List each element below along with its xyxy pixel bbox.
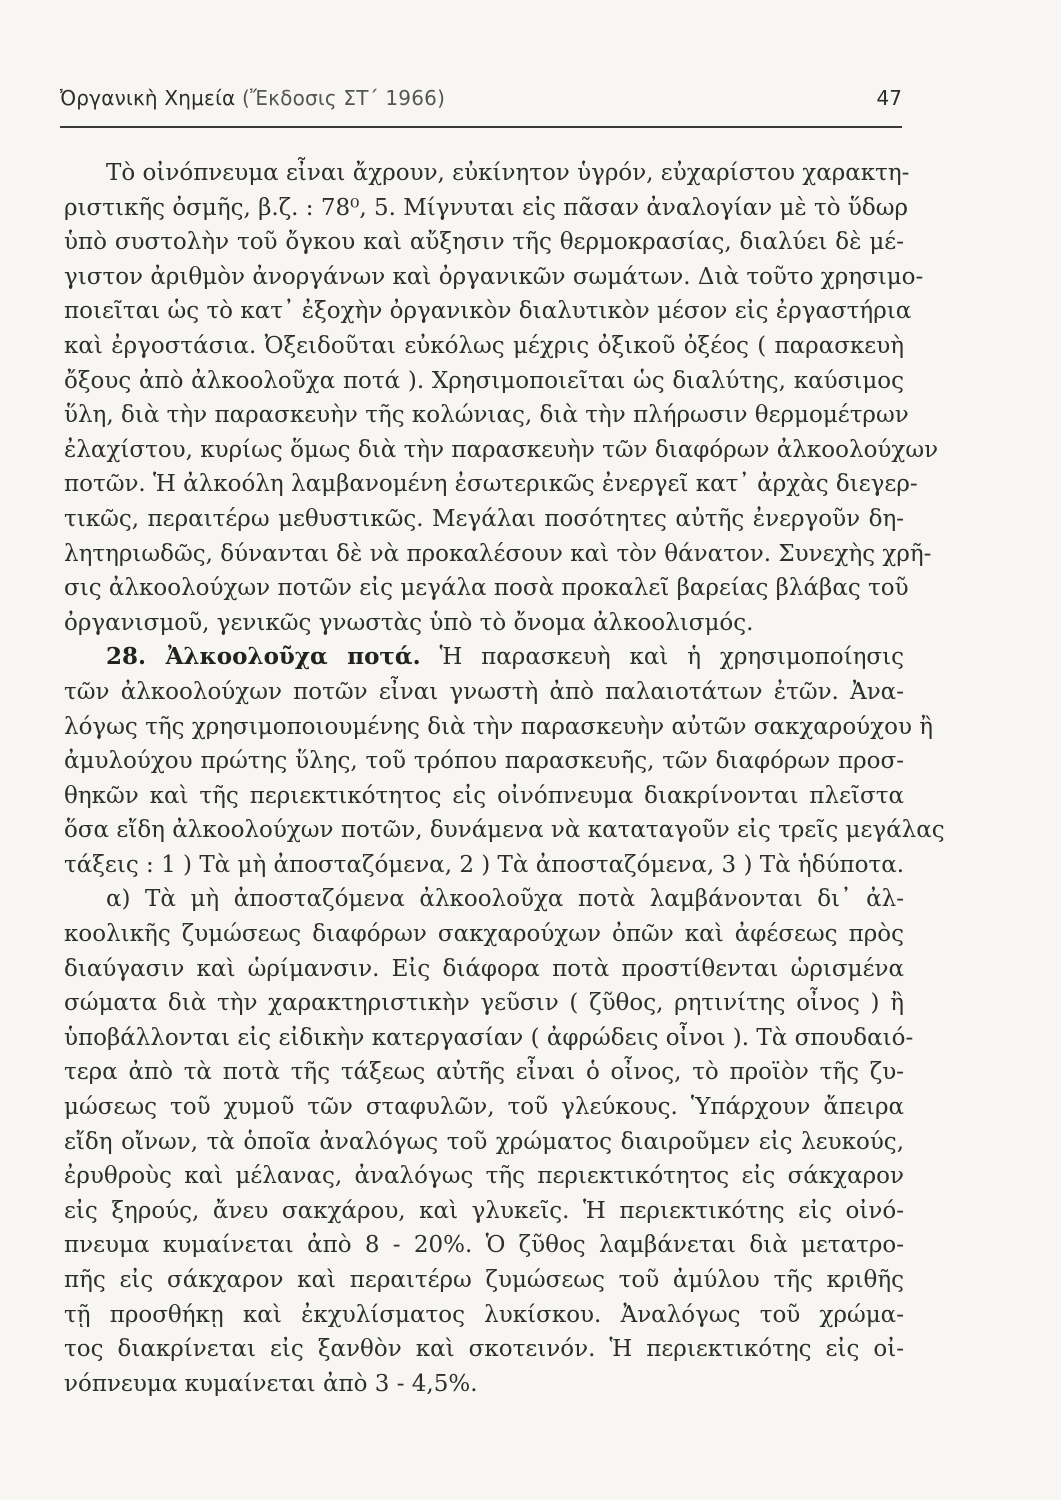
text-line: ποιεῖται ὡς τὸ κατ᾽ ἐξοχὴν ὀργανικὸν διαλυτικὸν μέσον εἰς ἐργαστήρια	[64, 298, 912, 325]
text-line: τικῶς, περαιτέρω μεθυστικῶς. Μεγάλαι ποσότητες αὐτῆς ἐνεργοῦν δη-	[64, 505, 904, 532]
edition-note: (Ἔκδοσις ΣΤ΄ 1966)	[241, 86, 446, 110]
section-first-line-text: Ἡ παρασκευὴ καὶ ἡ χρησιμοποίησις	[439, 644, 904, 671]
text-line: εἰς ξηρούς, ἄνευ σακχάρου, καὶ γλυκεῖς. Ἡ περιεκτικότης εἰς οἰνό-	[64, 1197, 904, 1224]
text-line: σώματα διὰ τὴν χαρακτηριστικὴν γεῦσιν ( ζῦθος, ρητινίτης οἶνος ) ἢ	[64, 990, 904, 1017]
text-line: ἐλαχίστου, κυρίως ὅμως διὰ τὴν παρασκευὴν τῶν διαφόρων ἀλκοολούχων	[64, 436, 939, 463]
text-line: τερα ἀπὸ τὰ ποτὰ τῆς τάξεως αὐτῆς εἶναι ὁ οἶνος, τὸ προϊὸν τῆς ζυ-	[64, 1059, 904, 1086]
text-line: λόγως τῆς χρησιμοποιουμένης διὰ τὴν παρασκευὴν αὐτῶν σακχαρούχου ἢ	[64, 713, 934, 740]
text-line: ὄξους ἀπὸ ἀλκοολοῦχα ποτά ). Χρησιμοποιεῖται ὡς διαλύτης, καύσιμος	[64, 367, 904, 394]
text-line: τος διακρίνεται εἰς ξανθὸν καὶ σκοτεινόν. Ἡ περιεκτικότης εἰς οἰ-	[64, 1336, 904, 1363]
text-line: τάξεις : 1 ) Τὰ μὴ ἀποσταζόμενα, 2 ) Τὰ ἀποσταζόμενα, 3 ) Τὰ ἡδύποτα.	[64, 851, 905, 878]
section-heading: 28. Ἀλκοολοῦχα ποτά.	[106, 643, 421, 671]
text-line: ὀργανισμοῦ, γενικῶς γνωστὰς ὑπὸ τὸ ὄνομα ἀλκοολισμός.	[64, 609, 754, 636]
text-line: ὕλη, διὰ τὴν παρασκευὴν τῆς κολώνιας, διὰ τὴν πλήρωσιν θερμομέτρων	[64, 402, 909, 429]
text-line: τῇ προσθήκῃ καὶ ἐκχυλίσματος λυκίσκου. Ἀναλόγως τοῦ χρώμα-	[64, 1301, 904, 1328]
page-number: 47	[876, 86, 902, 110]
body-text	[64, 156, 945, 1401]
book-title	[60, 86, 445, 110]
text-line: πῆς εἰς σάκχαρον καὶ περαιτέρω ζυμώσεως τοῦ ἀμύλου τῆς κριθῆς	[64, 1267, 904, 1293]
text-line: εἴδη οἴνων, τὰ ὁποῖα ἀναλόγως τοῦ χρώματος διαιροῦμεν εἰς λευκούς,	[64, 1128, 904, 1155]
text-line: ἐρυθροὺς καὶ μέλανας, ἀναλόγως τῆς περιεκτικότητος εἰς σάκχαρον	[64, 1163, 904, 1190]
text-line: ὑπὸ συστολὴν τοῦ ὄγκου καὶ αὔξησιν τῆς θερμοκρασίας, διαλύει δὲ μέ-	[64, 229, 904, 256]
text-line: πνευμα κυμαίνεται ἀπὸ 8 - 20%. Ὁ ζῦθος λαμβάνεται διὰ μετατρο-	[64, 1232, 904, 1259]
subsection-first-line: α) Τὰ μὴ ἀποσταζόμενα ἀλκοολοῦχα ποτὰ λαμβάνονται δι᾽ ἀλ-	[106, 886, 904, 913]
text-line: γιστον ἀριθμὸν ἀνοργάνων καὶ ὀργανικῶν σωμάτων. Διὰ τοῦτο χρησιμο-	[64, 263, 924, 290]
text-line: σις ἀλκοολούχων ποτῶν εἰς μεγάλα ποσὰ προκαλεῖ βαρείας βλάβας τοῦ	[64, 575, 909, 602]
text-line: ὑποβάλλονται εἰς εἰδικὴν κατεργασίαν ( ἀφρώδεις οἶνοι ). Τὰ σπουδαιό-	[64, 1024, 914, 1051]
text-line: ὅσα εἴδη ἀλκοολούχων ποτῶν, δυνάμενα νὰ καταταγοῦν εἰς τρεῖς μεγάλας	[64, 817, 945, 844]
text-line: διαύγασιν καὶ ὡρίμανσιν. Εἰς διάφορα ποτὰ προστίθενται ὡρισμένα	[64, 955, 904, 982]
text-line: κοολικῆς ζυμώσεως διαφόρων σακχαρούχων ὀπῶν καὶ ἀφέσεως πρὸς	[64, 921, 904, 948]
text-line: ριστικῆς ὀσμῆς, β.ζ. : 78⁰, 5. Μίγνυται εἰς πᾶσαν ἀναλογίαν μὲ τὸ ὕδωρ	[64, 194, 909, 221]
text-line: νόπνευμα κυμαίνεται ἀπὸ 3 - 4,5%.	[64, 1370, 478, 1397]
text-line: τῶν ἀλκοολούχων ποτῶν εἶναι γνωστὴ ἀπὸ παλαιοτάτων ἐτῶν. Ἀνα-	[64, 678, 904, 705]
text-line: ἀμυλούχου πρώτης ὕλης, τοῦ τρόπου παρασκευῆς, τῶν διαφόρων προσ-	[64, 748, 904, 775]
text-line: ποτῶν. Ἡ ἀλκοόλη λαμβανομένη ἐσωτερικῶς ἐνεργεῖ κατ᾽ ἀρχὰς διεγερ-	[64, 471, 918, 498]
text-line: καὶ ἐργοστάσια. Ὀξειδοῦται εὐκόλως μέχρις ὀξικοῦ ὀξέος ( παρασκευὴ	[64, 332, 904, 359]
running-header	[60, 86, 902, 128]
book-title-text: Ὀργανικὴ Χημεία	[60, 86, 236, 110]
text-line: θηκῶν καὶ τῆς περιεκτικότητος εἰς οἰνόπνευμα διακρίνονται πλεῖστα	[64, 782, 904, 809]
text-line: μώσεως τοῦ χυμοῦ τῶν σταφυλῶν, τοῦ γλεύκους. Ὑπάρχουν ἄπειρα	[64, 1094, 904, 1121]
text-line: Τὸ οἰνόπνευμα εἶναι ἄχρουν, εὐκίνητον ὑγρόν, εὐχαρίστου χαρακτη-	[106, 160, 910, 186]
text-line: λητηριωδῶς, δύνανται δὲ νὰ προκαλέσουν καὶ τὸν θάνατον. Συνεχὴς χρῆ-	[64, 540, 932, 567]
section-first-line	[64, 640, 904, 675]
